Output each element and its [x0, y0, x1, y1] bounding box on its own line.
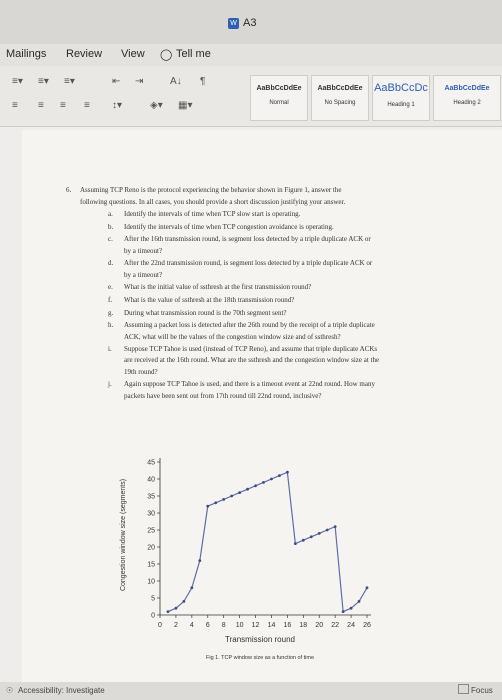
data-point [278, 474, 281, 477]
question-item-text: Assuming a packet loss is detected after the 26th round by the receipt of a triple duplicate [124, 321, 375, 330]
question-item-text: After the 16th transmission round, is segment loss detected by a triple duplicate ACK or [124, 235, 371, 244]
shading-icon[interactable]: ◈▾ [150, 100, 163, 111]
align-left-icon[interactable]: ≡ [12, 100, 18, 111]
y-tick-label: 15 [147, 561, 155, 569]
y-tick-label: 35 [147, 493, 155, 501]
x-tick-label: 22 [331, 622, 340, 629]
y-tick-label: 5 [151, 595, 155, 603]
y-tick-label: 20 [147, 544, 155, 552]
question-item-letter: b. [108, 222, 114, 231]
data-point [326, 529, 329, 532]
data-point [190, 586, 193, 589]
y-tick-label: 30 [147, 510, 155, 518]
accessibility-icon: ☉ [6, 686, 14, 695]
x-tick-label: 8 [221, 622, 226, 629]
x-tick-label: 16 [283, 622, 292, 629]
question-item-letter: c. [108, 235, 113, 244]
status-bar [0, 682, 502, 700]
style-heading-1[interactable]: AaBbCcDc Heading 1 [372, 75, 430, 121]
x-tick-label: 0 [158, 622, 162, 629]
multilevel-list-icon[interactable]: ≡▾ [64, 76, 75, 87]
question-item-text: Again suppose TCP Tahoe is used, and there is a timeout event at 22nd round. How many [124, 380, 375, 389]
y-tick-label: 45 [147, 459, 155, 467]
question-item-letter: a. [108, 210, 113, 218]
data-point [206, 505, 209, 508]
y-tick-label: 0 [151, 612, 155, 620]
sort-icon[interactable]: A↓ [170, 76, 182, 87]
question-item-letter: e. [108, 283, 113, 292]
document-title [228, 17, 256, 29]
question-item-text: by a timeout? [124, 246, 163, 255]
y-tick-label: 25 [147, 527, 155, 535]
y-tick-label: 10 [147, 578, 155, 586]
menu-tell-me[interactable]: Tell me [176, 48, 211, 60]
question-item-text: packets have been sent out from 17th round till 22nd round, inclusive? [124, 391, 322, 400]
data-point [318, 532, 321, 535]
data-point [246, 488, 249, 491]
data-point [270, 478, 273, 481]
focus-button[interactable]: Focus [471, 686, 493, 695]
question-item-text: Identify the intervals of time when TCP slow start is operating. [124, 210, 301, 218]
chart-series [167, 471, 369, 613]
series-line [168, 472, 367, 611]
word-doc-icon: W [228, 18, 239, 29]
data-point [198, 559, 201, 562]
accessibility-status[interactable]: Accessibility: Investigate [18, 686, 105, 695]
data-point [350, 607, 353, 610]
x-tick-label: 10 [235, 622, 244, 629]
data-point [214, 501, 217, 504]
question-item-text: After the 22nd transmission round, is segment loss detected by a triple duplicate ACK or [124, 259, 373, 268]
x-tick-label: 12 [251, 622, 260, 629]
title-bar [0, 0, 502, 44]
menu-review[interactable]: Review [66, 48, 103, 60]
x-tick-label: 18 [299, 622, 308, 629]
x-axis-label: Transmission round [225, 635, 295, 644]
pilcrow-icon[interactable]: ¶ [200, 76, 206, 87]
question-item-text: What is the value of ssthresh at the 18th transmission round? [124, 295, 295, 304]
y-axis-label: Congestion window size (segments) [120, 478, 127, 592]
align-right-icon[interactable]: ≡ [60, 100, 66, 111]
question-item-text: During what transmission round is the 70th segment sent? [124, 308, 287, 317]
x-tick-label: 2 [173, 622, 178, 629]
data-point [358, 600, 361, 603]
data-point [222, 498, 225, 501]
question-number: 6. [66, 186, 72, 194]
data-point [238, 491, 241, 494]
menu-bar [0, 44, 502, 66]
question-item-text: 19th round? [124, 367, 158, 376]
data-point [310, 535, 313, 538]
x-tick-label: 26 [363, 622, 371, 629]
x-tick-label: 20 [315, 622, 324, 629]
data-point [334, 525, 337, 528]
style-normal[interactable]: AaBbCcDdEe Normal [250, 75, 308, 121]
data-point [262, 481, 265, 484]
focus-icon[interactable] [458, 684, 469, 694]
x-tick-label: 14 [267, 622, 276, 629]
line-spacing-icon[interactable]: ↕▾ [112, 100, 123, 111]
question-item-letter: i. [108, 345, 112, 354]
data-point [294, 542, 297, 545]
justify-icon[interactable]: ≡ [84, 100, 90, 111]
question-item-text: ACK, what will be the values of the congestion window size and of ssthresh? [124, 332, 341, 341]
data-point [286, 471, 289, 474]
style-heading-2[interactable]: AaBbCcDdEe Heading 2 [433, 75, 501, 121]
decrease-indent-icon[interactable]: ⇤ [112, 76, 121, 87]
question-item-text: by a timeout? [124, 270, 163, 279]
question-item-letter: f. [108, 295, 113, 304]
lightbulb-icon: ◯ [160, 49, 173, 61]
question-intro-line1: Assuming TCP Reno is the protocol experiencing the behavior shown in Figure 1, answer the [80, 186, 342, 194]
question-item-letter: j. [108, 380, 112, 389]
increase-indent-icon[interactable]: ⇥ [135, 76, 144, 87]
question-item-letter: h. [108, 321, 114, 330]
question-item-text: are received at the 16th round. What are the ssthresh and the congestion window size at the [124, 356, 380, 365]
data-point [182, 600, 185, 603]
data-point [302, 539, 305, 542]
align-center-icon[interactable]: ≡ [38, 100, 44, 111]
y-tick-label: 40 [147, 476, 155, 484]
question-item-text: Identify the intervals of time when TCP congestion avoidance is operating. [124, 222, 334, 231]
data-point [230, 495, 233, 498]
question-item-letter: g. [108, 308, 114, 317]
tcp-window-chart [100, 450, 400, 668]
data-point [254, 484, 257, 487]
data-point [175, 607, 178, 610]
menu-view[interactable]: View [121, 48, 145, 60]
bullets-icon[interactable]: ≡▾ [12, 76, 23, 87]
borders-icon[interactable]: ▦▾ [178, 100, 193, 111]
data-point [342, 610, 345, 613]
data-point [366, 586, 369, 589]
x-tick-label: 4 [189, 622, 194, 629]
numbering-icon[interactable]: ≡▾ [38, 76, 49, 87]
question-item-text: What is the initial value of ssthresh at the first transmission round? [124, 283, 312, 292]
x-tick-label: 24 [347, 622, 355, 629]
question-item-text: Suppose TCP Tahoe is used (instead of TCP Reno), and assume that triple duplicate ACKs [124, 345, 378, 354]
data-point [167, 610, 170, 613]
document-title-text: A3 [243, 17, 257, 29]
x-tick-label: 6 [205, 622, 210, 629]
menu-mailings[interactable]: Mailings [6, 48, 47, 60]
question-intro-line2: following questions. In all cases, you should provide a short discussion justifying your answer. [80, 198, 346, 206]
style-no-spacing[interactable]: AaBbCcDdEe No Spacing [311, 75, 369, 121]
figure-caption: Fig 1. TCP window size as a function of time [205, 655, 315, 661]
question-item-letter: d. [108, 259, 114, 268]
